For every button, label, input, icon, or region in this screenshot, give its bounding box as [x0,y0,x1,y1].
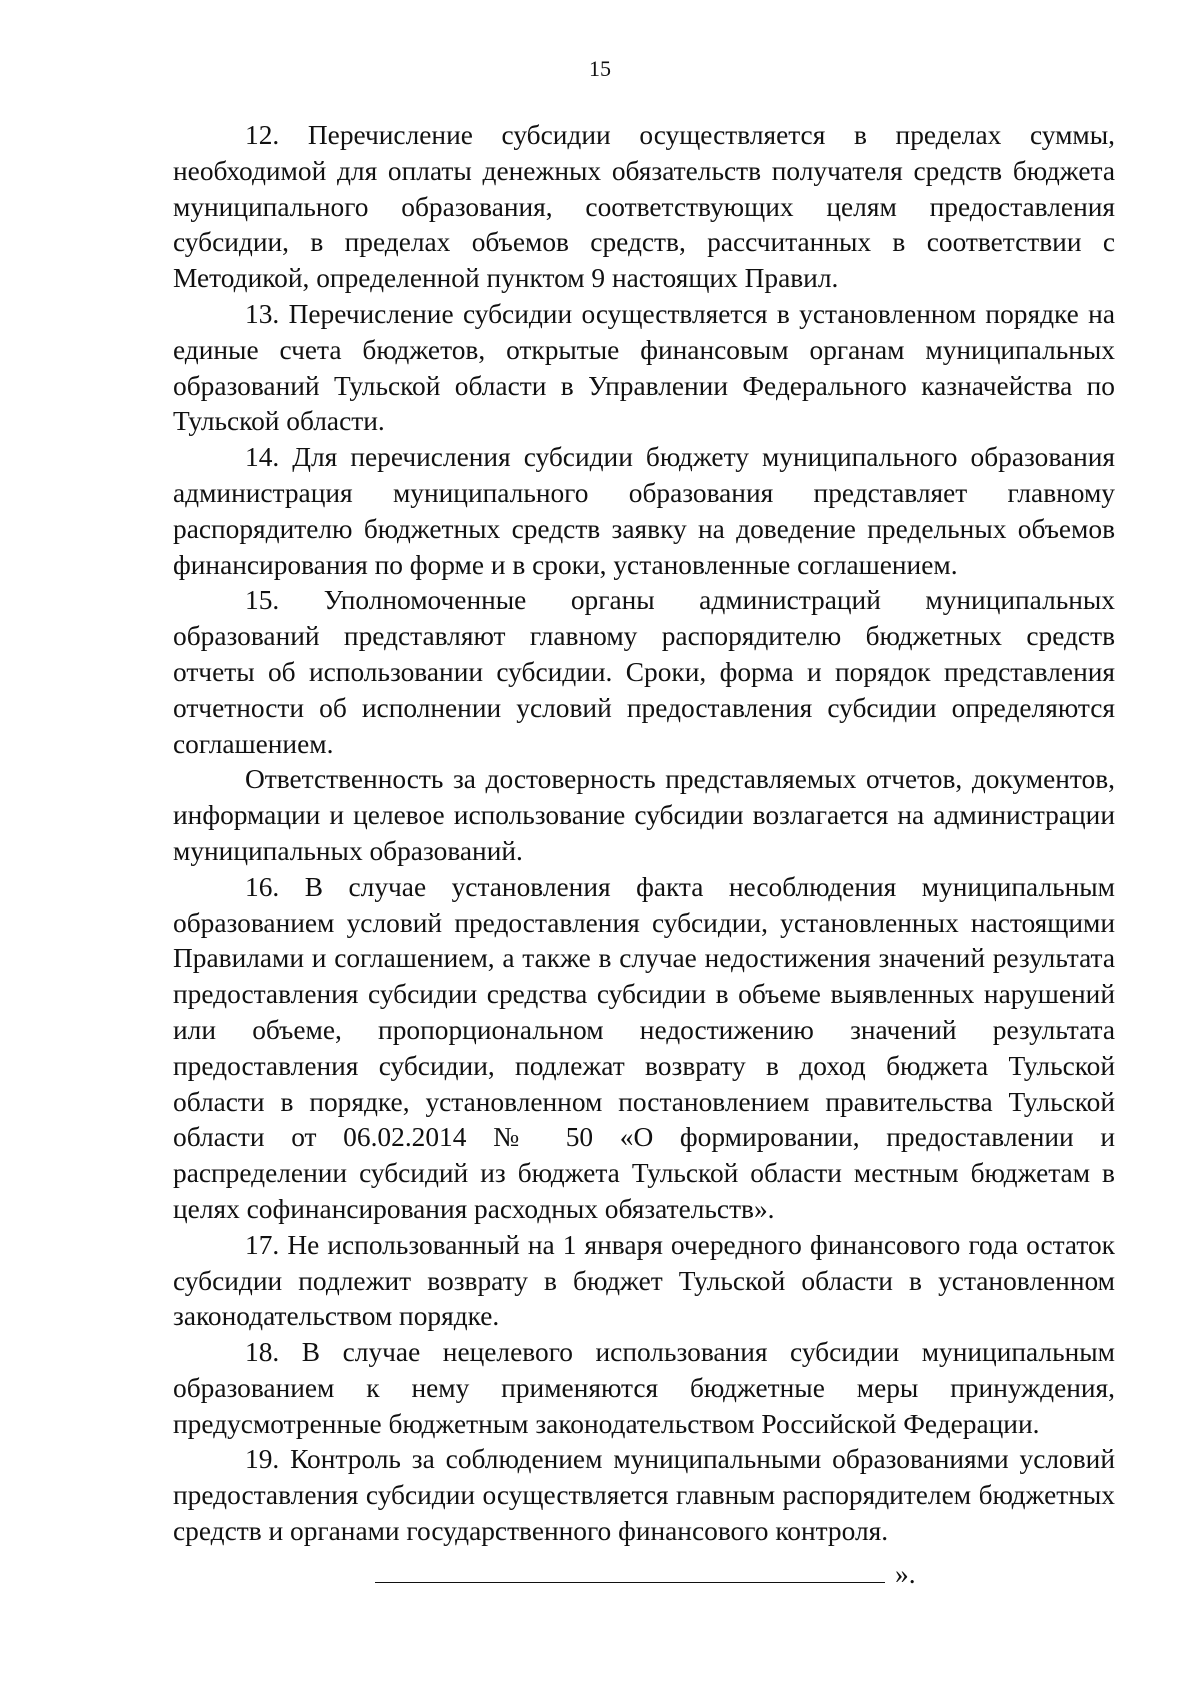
document-body [173,118,1115,1550]
closing-rule [375,1582,885,1584]
paragraph-19: 19. Контроль за соблюдением муниципальными образованиями условий предоставления субсидии осуществляется главным распорядителем бюджетных средств и органами государственного финансового контроля. [173,1444,1115,1547]
paragraph-17: 17. Не использованный на 1 января очередного финансового года остаток субсидии подлежит возврату в бюджет Тульской области в установленном законодательством порядке. [173,1229,1115,1332]
paragraph-16: 16. В случае установления факта несоблюдения муниципальным образованием условий предоставления субсидии, установленных настоящими Правилами и соглашением, а также в случае недостижения значений результата предоставления субсидии средства субсидии в объеме выявленных нарушений или объеме, пропорциональном недостижению значений результата предоставления субсидии, подлежат возврату в доход бюджета Тульской области в порядке, установленном постановлением правительства Тульской области от 06.02.2014 № 50 «О формировании, предоставлении и распределении субсидий из бюджета Тульской области местным бюджетам в целях софинансирования расходных обязательств». [173,871,1115,1224]
paragraph-13: 13. Перечисление субсидии осуществляется в установленном порядке на единые счета бюджетов, открытые финансовым органам муниципальных образований Тульской области в Управлении Федерального казначейства по Тульской области. [173,298,1115,437]
closing-quote-mark: ». [895,1559,916,1589]
paragraph-15: 15. Уполномоченные органы администраций муниципальных образований представляют главному распорядителю бюджетных средств отчеты об использовании субсидии. Сроки, форма и порядок представления отчетности об исполнении условий предоставления субсидии определяются соглашением. [173,585,1115,759]
paragraph-responsibility: Ответственность за достоверность представляемых отчетов, документов, информации и целевое использование субсидии возлагается на администрации муниципальных образований. [173,764,1115,866]
paragraph-14: 14. Для перечисления субсидии бюджету муниципального образования администрация муниципального образования представляет главному распорядителю бюджетных средств заявку на доведение предельных объемов финансирования по форме и в сроки, установленные соглашением. [173,442,1115,580]
page-number: 15 [589,56,611,81]
paragraph-18: 18. В случае нецелевого использования субсидии муниципальным образованием к нему применяются бюджетные меры принуждения, предусмотренные бюджетным законодательством Российской Федерации. [173,1337,1115,1439]
closing-line [375,1556,916,1592]
paragraph-12: 12. Перечисление субсидии осуществляется в пределах суммы, необходимой для оплаты денежных обязательств получателя средств бюджета муниципального образования, соответствующих целям предоставления субсидии, в пределах объемов средств, рассчитанных в соответствии с Методикой, определенной пунктом 9 настоящих Правил. [173,120,1115,294]
